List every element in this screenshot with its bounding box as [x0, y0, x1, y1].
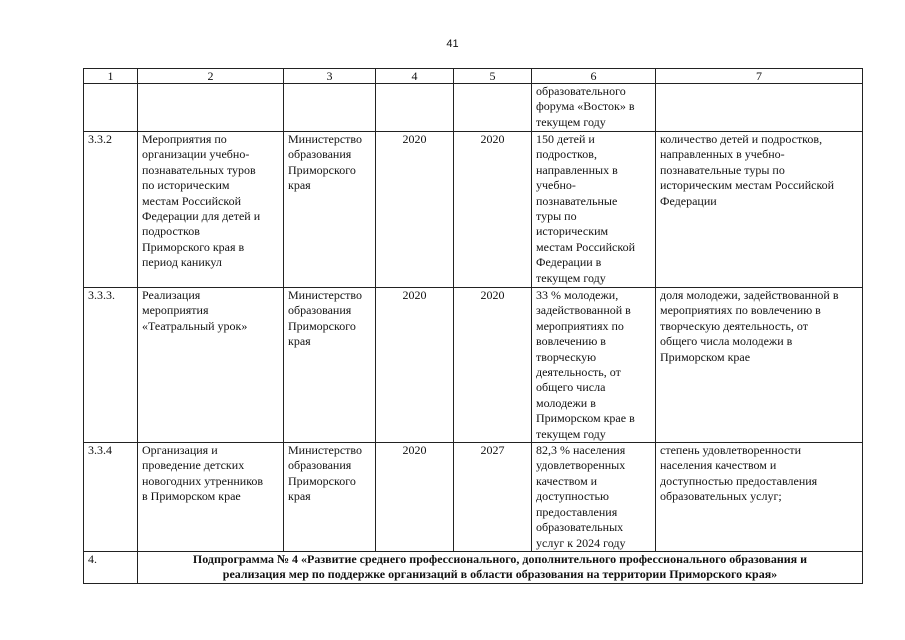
- text-line: Министерство: [288, 443, 362, 458]
- text-line: задействованной в: [536, 303, 631, 318]
- text-line: доступностью предоставления: [660, 473, 818, 488]
- cell-empty: [656, 84, 863, 132]
- text-line: образования: [288, 147, 352, 162]
- text-line: познавательные туры по: [660, 162, 785, 177]
- text-line: доступностью: [536, 489, 609, 504]
- cell-empty: [454, 84, 532, 132]
- text-line: края: [288, 489, 311, 504]
- cell-empty: [376, 84, 454, 132]
- cell-event: [138, 288, 284, 443]
- text-line: Приморского: [288, 318, 356, 333]
- text-line: направленных в учебно-: [660, 147, 785, 162]
- cell-end-year: 2027: [454, 443, 532, 552]
- text-line: деятельность, от: [536, 365, 621, 380]
- table-row-continuation: [84, 84, 863, 132]
- text-line: текущем году: [536, 270, 606, 285]
- table-row: [84, 288, 863, 443]
- column-header: 3: [284, 69, 376, 84]
- text-line: удовлетворенных: [536, 458, 626, 473]
- table-row: [84, 443, 863, 552]
- cell-result: [532, 132, 656, 288]
- text-line: молодежи в: [536, 395, 596, 410]
- text-line: предоставления: [536, 504, 618, 519]
- table-header-row: [84, 69, 863, 84]
- text-line: в Приморском крае: [142, 489, 241, 504]
- cell-executor: [284, 288, 376, 443]
- cell-executor: [284, 132, 376, 288]
- cell-empty: [284, 84, 376, 132]
- text-line: творческую: [536, 349, 597, 364]
- cell-end-year: 2020: [454, 132, 532, 288]
- text-line: новогодних утренников: [142, 473, 264, 488]
- text-line: Министерство: [288, 288, 362, 302]
- text-line: познавательные: [536, 193, 618, 208]
- column-header: 5: [454, 69, 532, 84]
- text-line: доля молодежи, задействованной в: [660, 288, 839, 302]
- cell-number: 3.3.4: [84, 443, 138, 552]
- text-line: Федерации для детей и: [142, 209, 261, 224]
- text-line: направленных в: [536, 162, 618, 177]
- text-line: услуг к 2024 году: [536, 535, 626, 550]
- cell-empty: [138, 84, 284, 132]
- column-header: 4: [376, 69, 454, 84]
- text-line: общего числа молодежи в: [660, 334, 793, 349]
- text-line: образования: [288, 458, 352, 473]
- table-row: [84, 132, 863, 288]
- cell-indicator: [656, 443, 863, 552]
- text-line: творческую деятельность, от: [660, 318, 808, 333]
- text-line: текущем году: [536, 114, 606, 129]
- cell-indicator: [656, 288, 863, 443]
- text-line: 33 % молодежи,: [536, 288, 619, 302]
- subprogram-title: [138, 551, 863, 583]
- text-line: местам Российской: [536, 239, 635, 254]
- text-line: количество детей и подростков,: [660, 132, 823, 146]
- text-line: степень удовлетворенности: [660, 443, 801, 458]
- text-line: Федерации: [660, 193, 717, 208]
- cell-subprogram-number: 4.: [84, 551, 138, 583]
- text-line: Министерство: [288, 132, 362, 146]
- cell-event: [138, 443, 284, 552]
- program-table: [83, 68, 863, 584]
- text-line: края: [288, 334, 311, 349]
- column-header: 7: [656, 69, 863, 84]
- text-line: образовательных: [536, 520, 624, 535]
- text-line: по историческим: [142, 178, 230, 193]
- text-line: края: [288, 178, 311, 193]
- text-line: реализация мер по поддержке организаций в области образования на территории Приморского края»: [222, 567, 778, 582]
- text-line: образовательного: [536, 84, 626, 98]
- cell-end-year: 2020: [454, 288, 532, 443]
- cell-executor: [284, 443, 376, 552]
- text-line: Федерации в: [536, 255, 602, 270]
- cell-indicator: [656, 132, 863, 288]
- text-line: общего числа: [536, 380, 606, 395]
- subprogram-row: [84, 551, 863, 583]
- text-line: подростков,: [536, 147, 597, 162]
- cell-start-year: 2020: [376, 443, 454, 552]
- text-line: форума «Восток» в: [536, 99, 635, 114]
- cell-event: [138, 132, 284, 288]
- text-line: мероприятиях по: [536, 318, 624, 333]
- text-line: образовательных услуг;: [660, 489, 782, 504]
- cell-number: 3.3.2: [84, 132, 138, 288]
- text-line: мероприятия: [142, 303, 209, 318]
- text-line: мероприятиях по вовлечению в: [660, 303, 821, 318]
- column-header: 1: [84, 69, 138, 84]
- text-line: историческим местам Российской: [660, 178, 835, 193]
- cell-empty: [84, 84, 138, 132]
- text-line: «Театральный урок»: [142, 318, 248, 333]
- text-line: подростков: [142, 224, 200, 239]
- cell-start-year: 2020: [376, 288, 454, 443]
- cell-result-continuation: [532, 84, 656, 132]
- text-line: Приморском крае: [660, 349, 751, 364]
- text-line: период каникул: [142, 255, 222, 270]
- text-line: Приморского: [288, 473, 356, 488]
- cell-number: 3.3.3.: [84, 288, 138, 443]
- text-line: вовлечению в: [536, 334, 606, 349]
- text-line: проведение детских: [142, 458, 245, 473]
- column-header: 6: [532, 69, 656, 84]
- cell-start-year: 2020: [376, 132, 454, 288]
- text-line: местам Российской: [142, 193, 241, 208]
- text-line: населения качеством и: [660, 458, 777, 473]
- text-line: Приморском крае в: [536, 411, 635, 426]
- text-line: качеством и: [536, 473, 598, 488]
- cell-result: [532, 443, 656, 552]
- text-line: Организация и: [142, 443, 218, 458]
- text-line: 82,3 % населения: [536, 443, 626, 458]
- text-line: учебно-: [536, 178, 576, 193]
- cell-result: [532, 288, 656, 443]
- text-line: организации учебно-: [142, 147, 250, 162]
- text-line: Мероприятия по: [142, 132, 227, 146]
- text-line: Подпрограмма № 4 «Развитие среднего профессионального, дополнительного профессионального образования и: [192, 551, 808, 566]
- text-line: текущем году: [536, 426, 606, 441]
- text-line: образования: [288, 303, 352, 318]
- text-line: Реализация: [142, 288, 201, 302]
- page-number: 41: [446, 38, 459, 50]
- text-line: историческим: [536, 224, 609, 239]
- text-line: Приморского: [288, 162, 356, 177]
- text-line: 150 детей и: [536, 132, 595, 146]
- text-line: Приморского края в: [142, 239, 245, 254]
- text-line: познавательных туров: [142, 162, 256, 177]
- text-line: туры по: [536, 209, 577, 224]
- column-header: 2: [138, 69, 284, 84]
